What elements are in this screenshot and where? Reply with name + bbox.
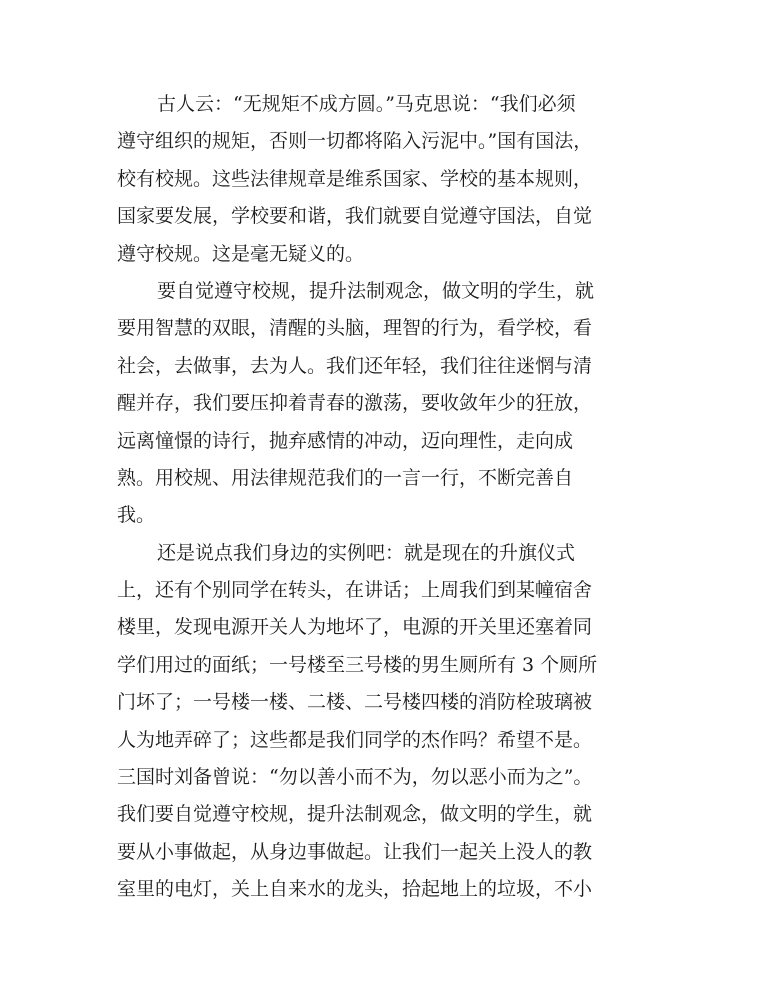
text-line: 门坏了；一号楼一楼、二楼、二号楼四楼的消防栓玻璃被	[117, 691, 593, 714]
text-line: 学们用过的面纸；一号楼至三号楼的男生厕所有 3 个厕所	[117, 653, 598, 676]
text-line: 我们要自觉遵守校规，提升法制观念，做文明的学生，就	[117, 803, 593, 826]
text-line: 人为地弄碎了；这些都是我们同学的杰作吗？希望不是。	[117, 728, 593, 751]
text-line: 遵守校规。这是毫无疑义的。	[117, 242, 365, 265]
text-line: 要用智慧的双眼，清醒的头脑，理智的行为，看学校，看	[117, 317, 593, 340]
text-line: 熟。用校规、用法律规范我们的一言一行，不断完善自	[117, 466, 574, 489]
text-line: 楼里，发现电源开关人为地坏了，电源的开关里还塞着同	[117, 616, 593, 639]
text-line: 古人云：“无规矩不成方圆。”马克思说：“我们必须	[157, 93, 576, 115]
body-text	[117, 86, 653, 909]
text-line: 国家要发展，学校要和谐，我们就要自觉遵守国法，自觉	[117, 205, 593, 228]
text-line: 遵守组织的规矩，否则一切都将陷入污泥中。”国有国法，	[117, 130, 593, 153]
text-line: 社会，去做事，去为人。我们还年轻，我们往往迷惘与清	[117, 354, 593, 377]
text-line: 要从小事做起，从身边事做起。让我们一起关上没人的教	[117, 840, 593, 863]
text-line: 我。	[117, 504, 156, 527]
paragraph-3	[117, 535, 653, 909]
text-line: 还是说点我们身边的实例吧：就是现在的升旗仪式	[157, 541, 576, 564]
text-line: 校有校规。这些法律规章是维系国家、学校的基本规则，	[117, 167, 593, 190]
text-line: 要自觉遵守校规，提升法制观念，做文明的学生，就	[157, 279, 595, 302]
paragraph-1	[117, 86, 653, 273]
text-line: 室里的电灯，关上自来水的龙头，拾起地上的垃圾，不小	[117, 878, 593, 901]
text-line: 上，还有个别同学在转头，在讲话；上周我们到某幢宿舍	[117, 579, 593, 602]
paragraph-2	[117, 273, 653, 535]
text-line: 三国时刘备曾说：“勿以善小而不为，勿以恶小而为之”。	[117, 766, 593, 789]
text-line: 醒并存，我们要压抑着青春的激荡，要收敛年少的狂放，	[117, 392, 593, 415]
text-line: 远离憧憬的诗行，抛弃感情的冲动，迈向理性，走向成	[117, 429, 574, 452]
